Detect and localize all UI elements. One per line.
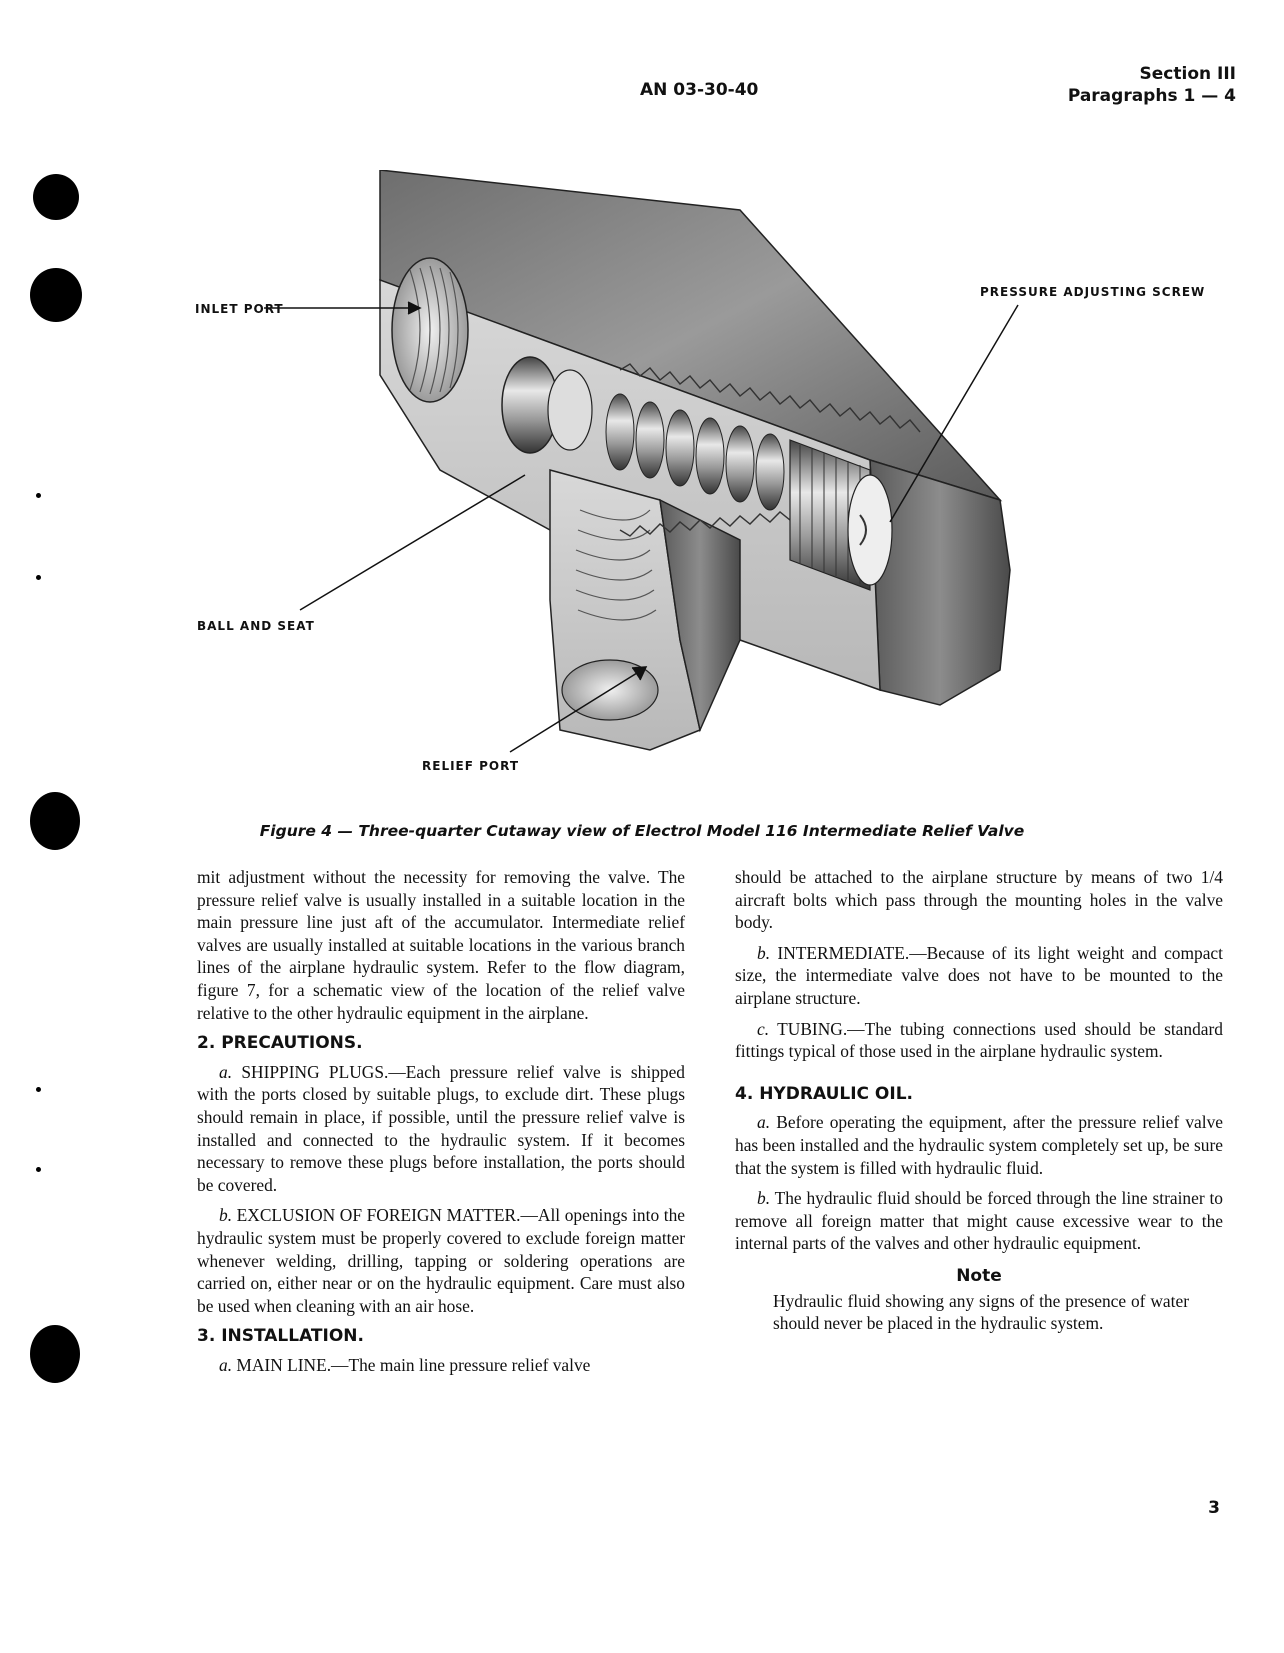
paragraph: should be attached to the airplane structure by means of two 1/4 aircraft bolts which pass through the mounting holes in the valve body. <box>735 867 1223 933</box>
callout-ball-and-seat: BALL AND SEAT <box>197 619 315 633</box>
section-label: Section III <box>1139 64 1236 84</box>
item-text: SHIPPING PLUGS.—Each pressure relief valve is shipped with the ports closed by suitable plugs, to exclude dirt. These plugs should remain in place, if possible, until the pressure relief valve is installed and connected to the hydraulic system. If it becomes necessary to remove these plugs before installation, the ports should be covered. <box>197 1061 685 1195</box>
item-text: INTERMEDIATE.—Because of its light weight and compact size, the intermediate valve does not have to be mounted to the airplane structure. <box>735 942 1223 1008</box>
item-letter: b. <box>219 1205 233 1226</box>
speck <box>36 575 41 580</box>
item-letter: a. <box>757 1112 771 1133</box>
paragraph-shipping-plugs <box>197 1061 685 1197</box>
right-column <box>735 866 1223 1335</box>
speck <box>36 1167 41 1172</box>
paragraph-before-operating <box>735 1111 1223 1179</box>
item-text: The hydraulic fluid should be forced through the line strainer to remove all foreign matter that might cause excessive wear to the internal parts of the valves and other hydraulic equipment. <box>735 1188 1223 1254</box>
item-letter: b. <box>757 1188 771 1209</box>
valve-cutaway-figure <box>180 170 1240 790</box>
valve-cutaway-drawing <box>180 170 1240 790</box>
section-heading-precautions: 2. PRECAUTIONS. <box>197 1033 363 1054</box>
document-number: AN 03-30-40 <box>640 80 759 100</box>
section-heading-installation: 3. INSTALLATION. <box>197 1326 364 1347</box>
left-column <box>197 866 685 1384</box>
note-title: Note <box>956 1265 1002 1286</box>
paragraphs-label: Paragraphs 1 — 4 <box>1067 86 1236 106</box>
note-body: Hydraulic fluid showing any signs of the presence of water should never be placed in the hydraulic system. <box>773 1290 1189 1334</box>
section-heading <box>1068 63 1236 107</box>
item-text: Before operating the equipment, after the pressure relief valve has been installed and the hydraulic system completely set up, be sure that the system is filled with hydraulic fluid. <box>735 1112 1223 1178</box>
page-number: 3 <box>1208 1498 1220 1518</box>
callout-inlet-port: INLET PORT <box>195 302 284 316</box>
paragraph-tubing <box>735 1018 1223 1063</box>
paragraph-main-line <box>197 1354 685 1377</box>
section-heading-hydraulic-oil: 4. HYDRAULIC OIL. <box>735 1083 914 1104</box>
item-letter: b. <box>757 942 771 963</box>
binder-hole-1 <box>33 174 79 220</box>
speck <box>36 1087 41 1092</box>
binder-hole-4 <box>30 1325 80 1383</box>
item-letter: a. <box>219 1354 233 1375</box>
paragraph-line-strainer <box>735 1187 1223 1255</box>
item-text: EXCLUSION OF FOREIGN MATTER.—All openings into the hydraulic system must be properly covered to exclude foreign matter whenever welding, drilling, tapping or soldering operations are carried on, either near or on the hydraulic equipment. Care must also be used when cleaning with an air hose. <box>197 1205 685 1316</box>
item-letter: c. <box>757 1018 770 1039</box>
binder-hole-3 <box>30 792 80 850</box>
paragraph: mit adjustment without the necessity for removing the valve. The pressure relief valve is usually installed in a suitable location in the main pressure line just aft of the accumulator. Intermediate relief valves are usually installed at suitable locations in the various branch lines of the airplane hydraulic system. Refer to the flow diagram, figure 7, for a schematic view of the location of the relief valve relative to the other hydraulic equipment in the airplane. <box>197 867 685 1023</box>
binder-hole-2 <box>30 268 82 322</box>
item-letter: a. <box>219 1061 233 1082</box>
item-text: TUBING.—The tubing connections used should be standard fittings typical of those used in the airplane hydraulic system. <box>735 1018 1223 1062</box>
speck <box>36 493 41 498</box>
callout-pressure-adjusting-screw: PRESSURE ADJUSTING SCREW <box>980 285 1206 299</box>
paragraph-exclusion-foreign-matter <box>197 1204 685 1317</box>
callout-relief-port: RELIEF PORT <box>422 759 520 773</box>
item-text: MAIN LINE.—The main line pressure relief valve <box>232 1354 591 1375</box>
paragraph-intermediate <box>735 942 1223 1010</box>
figure-caption: Figure 4 — Three-quarter Cutaway view of Electrol Model 116 Intermediate Relief Valve <box>259 822 1025 840</box>
